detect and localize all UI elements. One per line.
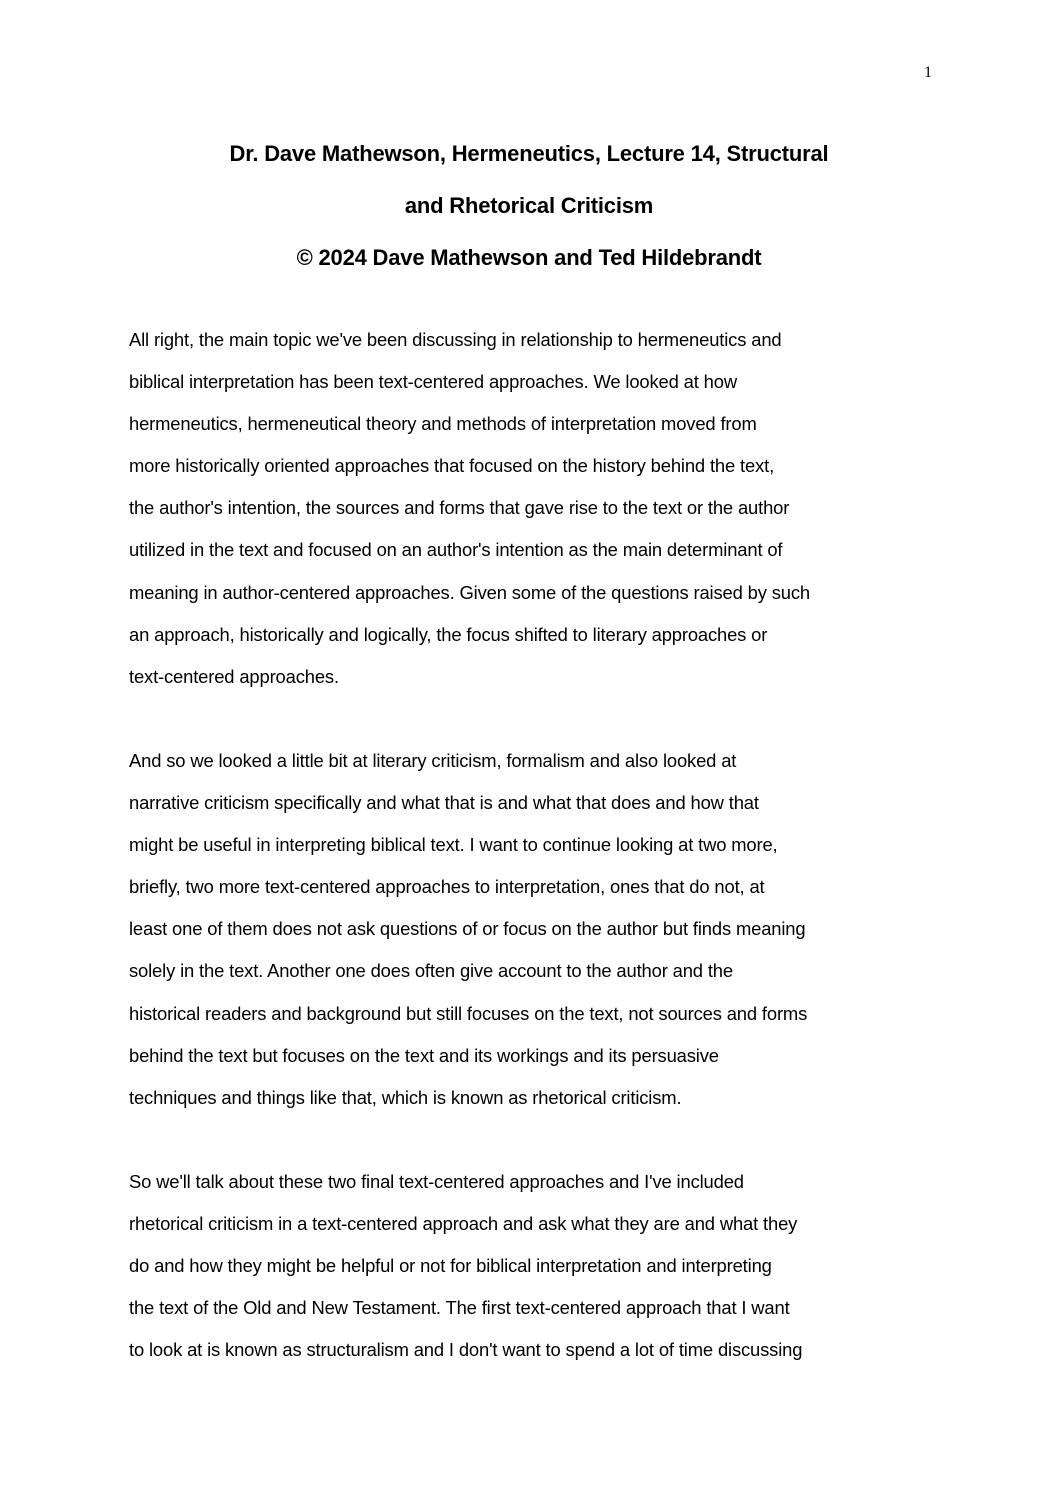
text-line: do and how they might be helpful or not for biblical interpretation and interpreting	[129, 1255, 772, 1277]
text-line: the author's intention, the sources and forms that gave rise to the text or the author	[129, 497, 790, 519]
text-line: So we'll talk about these two final text-centered approaches and I've included	[129, 1170, 744, 1192]
text-line: techniques and things like that, which is known as rhetorical criticism.	[129, 1086, 682, 1108]
text-line: the text of the Old and New Testament. The first text-centered approach that I want	[129, 1297, 790, 1319]
title-line: and Rhetorical Criticism	[404, 193, 654, 218]
text-line: behind the text but focuses on the text and its workings and its persuasive	[129, 1044, 719, 1066]
text-line: utilized in the text and focused on an author's intention as the main determinant of	[129, 539, 783, 561]
paragraph-2	[129, 740, 939, 1119]
text-line: And so we looked a little bit at literary criticism, formalism and also looked at	[129, 749, 737, 771]
paragraph-1	[129, 319, 939, 698]
text-line: briefly, two more text-centered approaches to interpretation, ones that do not, at	[129, 876, 765, 898]
document-title	[0, 128, 1058, 284]
text-line: solely in the text. Another one does often give account to the author and the	[129, 960, 733, 982]
text-line: least one of them does not ask questions of or focus on the author but finds meaning	[129, 918, 806, 940]
text-line: All right, the main topic we've been discussing in relationship to hermeneutics and	[129, 329, 782, 350]
title-line: Dr. Dave Mathewson, Hermeneutics, Lecture 14, Structural	[229, 141, 829, 166]
text-line: meaning in author-centered approaches. Given some of the questions raised by such	[129, 581, 810, 603]
text-line: might be useful in interpreting biblical text. I want to continue looking at two more,	[129, 834, 778, 856]
text-line: rhetorical criticism in a text-centered approach and ask what they are and what they	[129, 1212, 798, 1234]
text-line: text-centered approaches.	[129, 665, 339, 687]
document-body	[129, 319, 939, 1371]
title-line: © 2024 Dave Mathewson and Ted Hildebrandt	[296, 245, 762, 270]
text-line: an approach, historically and logically, the focus shifted to literary approaches or	[129, 623, 768, 645]
text-line: biblical interpretation has been text-centered approaches. We looked at how	[129, 371, 737, 393]
text-line: to look at is known as structuralism and I don't want to spend a lot of time discussing	[129, 1339, 803, 1361]
page-number: 1	[924, 64, 932, 81]
text-line: narrative criticism specifically and what that is and what that does and how that	[129, 792, 759, 814]
text-line: historical readers and background but still focuses on the text, not sources and forms	[129, 1002, 808, 1024]
text-line: more historically oriented approaches that focused on the history behind the text,	[129, 455, 775, 477]
paragraph-3	[129, 1161, 939, 1371]
text-line: hermeneutics, hermeneutical theory and methods of interpretation moved from	[129, 413, 757, 435]
